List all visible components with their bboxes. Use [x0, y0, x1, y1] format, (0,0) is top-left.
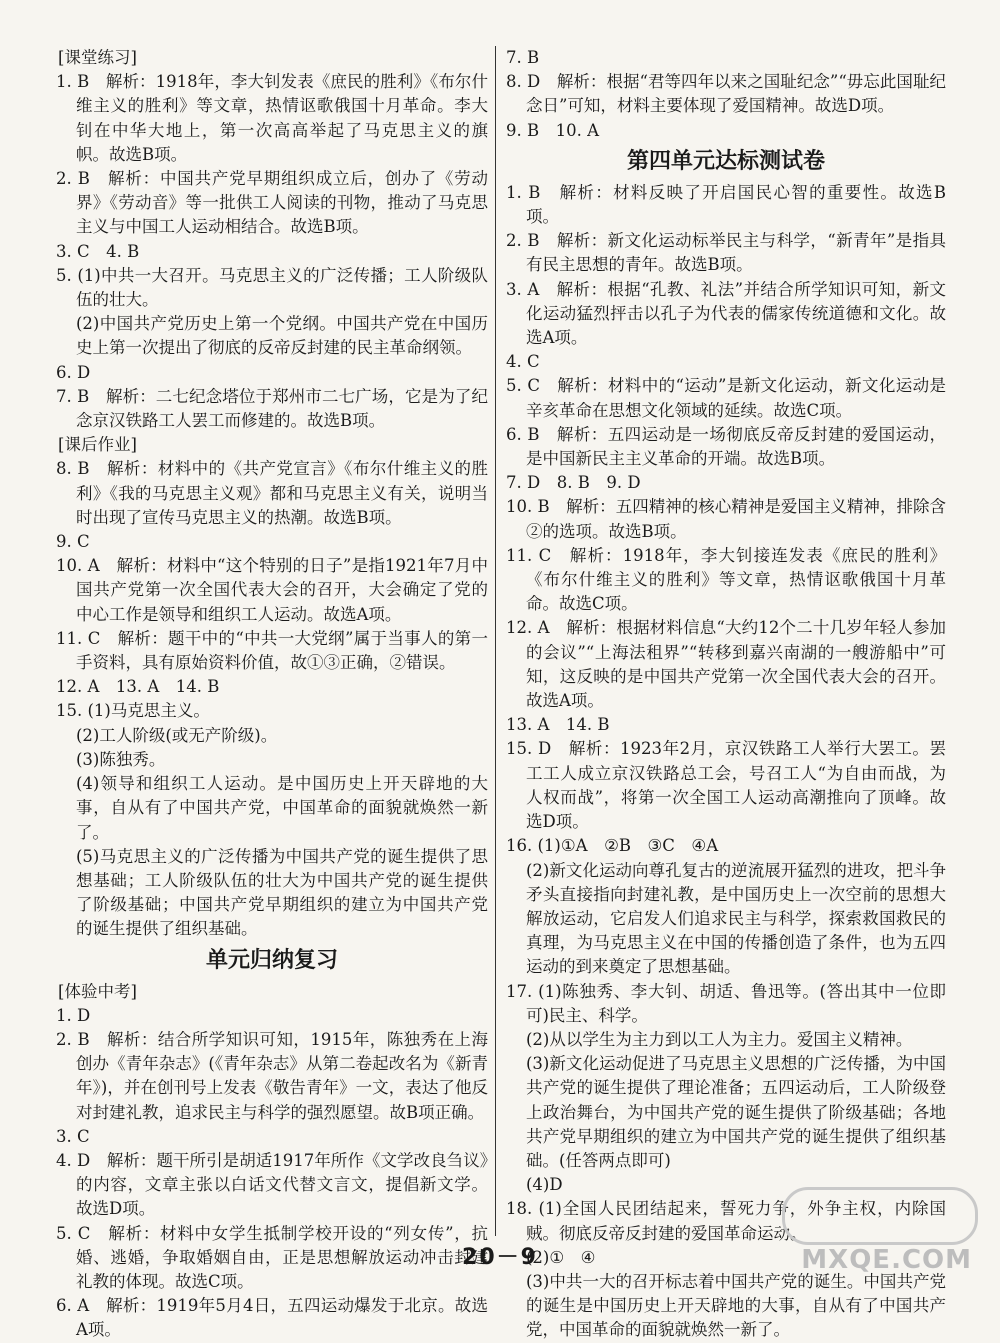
test-answer-2: 2. B 解析：新文化运动标举民主与科学，“新青年”是指具有民主思想的青年。故选B项。 [506, 231, 946, 275]
test-answer-4: 4. C [506, 352, 540, 372]
answer-15-part2: (2)工人阶级(或无产阶级)。 [76, 725, 278, 745]
answer-15-part5: (5)马克思主义的广泛传播为中国共产党的诞生提供了思想基础；工人阶级队伍的壮大为中国共产党的诞生提供了阶级基础；中国共产党早期组织的建立为中国共产党的诞生提供了组织基础。 [76, 846, 488, 939]
test-answer-12: 12. A 解析：根据材料信息“大约12个二十几岁年轻人参加的会议”“上海法租界”“转移到嘉兴南湖的一艘游船中”可知，这反映的是中国共产党第一次全国代表大会的召开。故选A项。 [506, 618, 946, 711]
test-answer-7-9: 7. D 8. B 9. D [506, 473, 641, 493]
answer-15-part3: (3)陈独秀。 [76, 749, 166, 769]
test-answer-17-part2: (2)从以学生为主力到以工人为主力。爱国主义精神。 [526, 1029, 913, 1049]
answer-7: 7. B 解析：二七纪念塔位于郑州市二七广场，它是为了纪念京汉铁路工人罢工而修建的。故选B项。 [56, 386, 488, 431]
test-answer-16-part1: 16. (1)①A ②B ③C ④A [506, 836, 719, 856]
section-heading-unit-review: 单元归纳复习 [205, 947, 338, 973]
test-answer-3: 3. A 解析：根据“孔教、礼法”并结合所学知识可知，新文化运动猛烈抨击以孔子为代表的儒家传统道德和文化。故选A项。 [506, 279, 946, 348]
section-label-classroom-practice: [ 课堂练习 ] [56, 46, 488, 70]
watermark-logo-icon [782, 1187, 978, 1245]
test-answer-15: 15. D 解析：1923年2月，京汉铁路工人举行大罢工。罢工工人成立京汉铁路总工会，号召工人“为自由而战，为人权而战”，将第一次全国工人运动高潮推向了顶峰。故选D项。 [506, 739, 946, 832]
section-heading-unit4-test: 第四单元达标测试卷 [626, 148, 825, 174]
answer-3-4: 3. C 4. B [56, 241, 140, 261]
test-answer-18-part3: (3)中共一大的召开标志着中国共产党的诞生。中国共产党的诞生是中国历史上开天辟地的大事，自从有了中国共产党，中国革命的面貌就焕然一新了。 [526, 1271, 946, 1340]
test-answer-18-part1: 18. (1)全国人民团结起来，誓死力争，外争主权，内除国贼。彻底反帝反封建的爱国革命运动。 [506, 1199, 946, 1243]
answer-9: 9. C [56, 532, 90, 552]
test-answer-1: 1. B 解析：材料反映了开启国民心智的重要性。故选B项。 [506, 182, 946, 227]
answer-8: 8. B 解析：材料中的《共产党宣言》《布尔什维主义的胜利》《我的马克思主义观》都和马克思主义有关，说明当时出现了宣传马克思主义的热潮。故选B项。 [56, 459, 488, 527]
answer-11: 11. C 解析：题干中的“中共一大党纲”属于当事人的第一手资料，具有原始资料价值，故①③正确，②错误。 [56, 628, 488, 673]
section-label-homework: [ 课后作业 ] [56, 433, 488, 457]
page-number: 20－9 [462, 1245, 538, 1270]
column-divider [495, 46, 496, 1236]
review-answer-7: 7. B [506, 48, 540, 67]
review-answer-6: 6. A 解析：1919年5月4日，五四运动爆发于北京。故选A项。 [56, 1296, 488, 1340]
test-answer-17-part4: (4)D [526, 1175, 563, 1195]
test-answer-11: 11. C 解析：1918年，李大钊接连发表《庶民的胜利》《布尔什维主义的胜利》等文章，热情讴歌俄国十月革命。故选C项。 [506, 545, 946, 614]
answer-10: 10. A 解析：材料中“这个特别的日子”是指1921年7月中国共产党第一次全国代表大会的召开，大会确定了党的中心工作是领导和组织工人运动。故选A项。 [56, 556, 488, 624]
review-answer-9-10: 9. B 10. A [506, 120, 600, 140]
answer-2: 2. B 解析：中国共产党早期组织成立后，创办了《劳动界》《劳动音》等一批供工人阅读的刊物，推动了马克思主义与中国工人运动相结合。故选B项。 [56, 169, 488, 237]
review-answer-2: 2. B 解析：结合所学知识可知，1915年，陈独秀在上海创办《青年杂志》(《青年杂志》从第二卷起改名为《新青年》)，并在创刊号上发表《敬告青年》一文，表达了他反对封建礼教，追求民主与科学的强烈愿望。故B项正确。 [56, 1029, 488, 1122]
review-answer-3: 3. C [56, 1126, 90, 1146]
review-answer-1: 1. D [56, 1005, 91, 1025]
test-answer-5: 5. C 解析：材料中的“运动”是新文化运动，新文化运动是辛亥革命在思想文化领域的延续。故选C项。 [506, 376, 946, 420]
review-answer-5: 5. C 解析：材料中女学生抵制学校开设的“列女传”，抗婚、逃婚，争取婚姻自由，正是思想解放运动冲击封建礼教的体现。故选C项。 [56, 1223, 488, 1291]
answer-6: 6. D [56, 362, 91, 382]
test-answer-17-part3: (3)新文化运动促进了马克思主义思想的广泛传播，为中国共产党的诞生提供了理论准备；五四运动后，工人阶级登上政治舞台，为中国共产党的诞生提供了阶级基础；各地共产党早期组织的建立为中国共产党的诞生提供了组织基础。(任答两点即可) [526, 1054, 946, 1170]
test-answer-10: 10. B 解析：五四精神的核心精神是爱国主义精神，排除含②的选项。故选B项。 [506, 497, 946, 541]
review-answer-8: 8. D 解析：根据“君等四年以来之国耻纪念”“毋忘此国耻纪念日”可知，材料主要体现了爱国精神。故选D项。 [506, 72, 946, 116]
review-answer-4: 4. D 解析：题干所引是胡适1917年所作《文学改良刍议》的内容，文章主张以白话文代替文言文，提倡新文学。故选D项。 [56, 1150, 488, 1219]
answer-1: 1. B 解析：1918年，李大钊发表《庶民的胜利》《布尔什维主义的胜利》等文章，热情讴歌俄国十月革命。李大钊在中华大地上，第一次高高举起了马克思主义的旗帜。故选B项。 [56, 72, 488, 164]
answer-5-part1: 5. (1)中共一大召开。马克思主义的广泛传播；工人阶级队伍的壮大。 [56, 265, 488, 310]
test-answer-16-part2: (2)新文化运动向尊孔复古的逆流展开猛烈的进攻，把斗争矛头直接指向封建礼教，是中国历史上一次空前的思想大解放运动，它启发人们追求民主与科学，探索救国救民的真理，为马克思主义在中国的传播创造了条件，也为五四运动的到来奠定了思想基础。 [526, 860, 946, 977]
test-answer-17-part1: 17. (1)陈独秀、李大钊、胡适、鲁迅等。(答出其中一位即可)民主、科学。 [506, 981, 946, 1025]
answer-12-14: 12. A 13. A 14. B [56, 677, 220, 697]
answer-15-part4: (4)领导和组织工人运动。是中国历史上开天辟地的大事，自从有了中国共产党，中国革命的面貌就焕然一新了。 [76, 774, 488, 842]
watermark [788, 1187, 978, 1275]
test-answer-18-part2: (2)① ④ [526, 1247, 596, 1267]
test-answer-13-14: 13. A 14. B [506, 715, 610, 735]
left-column [56, 46, 488, 1343]
watermark-url: MXQE.COM [801, 1245, 972, 1275]
section-label-exam-experience: [ 体验中考 ] [56, 980, 488, 1004]
right-column [506, 46, 946, 1343]
test-answer-6: 6. B 解析：五四运动是一场彻底反帝反封建的爱国运动，是中国新民主主义革命的开端。故选B项。 [506, 424, 946, 469]
answer-15-part1: 15. (1)马克思主义。 [56, 701, 210, 721]
answer-5-part2: (2)中国共产党历史上第一个党纲。中国共产党在中国历史上第一次提出了彻底的反帝反封建的民主革命纲领。 [76, 314, 488, 358]
